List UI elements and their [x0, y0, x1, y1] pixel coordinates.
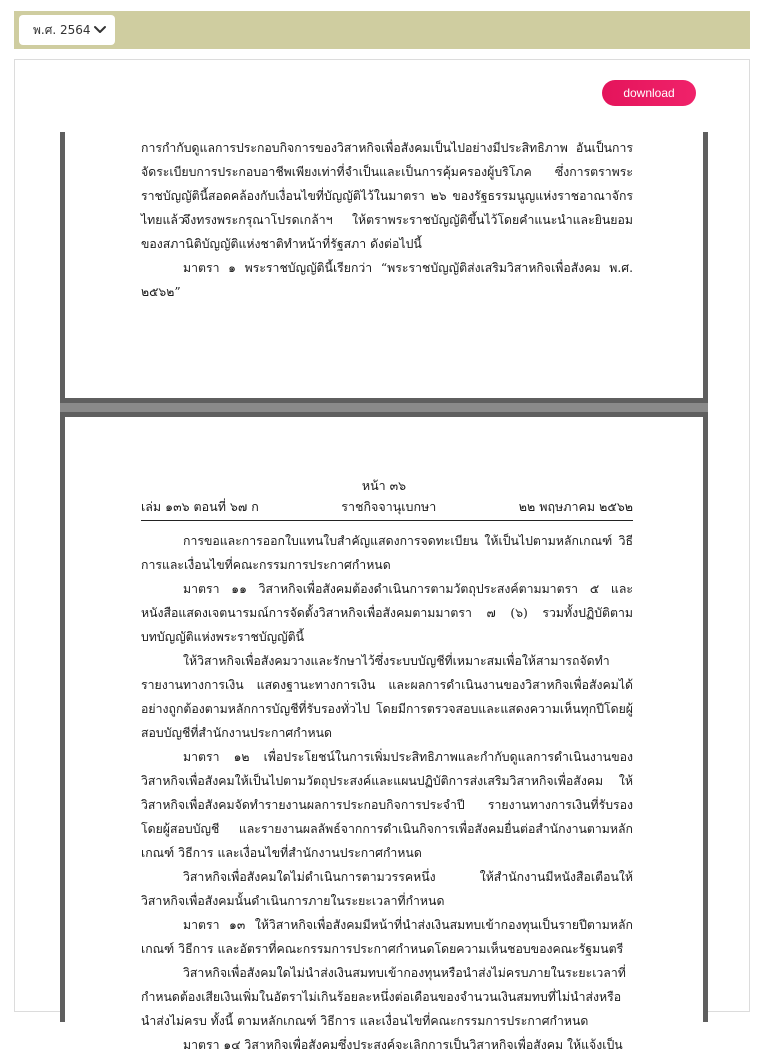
- paragraph: วิสาหกิจเพื่อสังคมใดไม่นำส่งเงินสมทบเข้ากองทุนหรือนำส่งไม่ครบภายในระยะเวลาที่กำหนดต้องเสียเงินเพิ่มในอัตราไม่เกินร้อยละหนึ่งต่อเดือนของจำนวนเงินสมทบที่ไม่นำส่งหรือนำส่งไม่ครบ ทั้งนี้ ตามหลักเกณฑ์ วิธีการ และเงื่อนไขที่คณะกรรมการประกาศกำหนด: [141, 966, 626, 1028]
- paragraph: การขอและการออกใบแทนใบสำคัญแสดงการจดทะเบียน ให้เป็นไปตามหลักเกณฑ์ วิธีการและเงื่อนไขที่คณะกรรมการประกาศกำหนด: [141, 534, 633, 572]
- download-button[interactable]: download: [602, 80, 696, 106]
- pdf-viewer[interactable]: [60, 132, 708, 1052]
- chevron-down-icon: [93, 23, 107, 37]
- paragraph: จึงทรงพระกรุณาโปรดเกล้าฯ ให้ตราพระราชบัญญัติขึ้นไว้โดยคำแนะนำและยินยอมของสภานิติบัญญัติแห่งชาติทำหน้าที่รัฐสภา ดังต่อไปนี้: [141, 213, 633, 251]
- document-page-1: [65, 132, 703, 398]
- gazette-header: [141, 497, 633, 521]
- paragraph: วิสาหกิจเพื่อสังคมใดไม่ดำเนินการตามวรรคหนึ่ง ให้สำนักงานมีหนังสือเตือนให้วิสาหกิจเพื่อสังคมนั้นดำเนินการภายในระยะเวลาที่กำหนด: [141, 870, 633, 908]
- year-select-label: พ.ศ. 2564: [33, 22, 91, 37]
- paragraph: มาตรา ๑๔ วิสาหกิจเพื่อสังคมซึ่งประสงค์จะเลิกการเป็นวิสาหกิจเพื่อสังคม ให้แจ้งเป็น: [183, 1038, 623, 1052]
- paragraph: มาตรา ๑๓ ให้วิสาหกิจเพื่อสังคมมีหน้าที่นำส่งเงินสมทบเข้ากองทุนเป็นรายปีตามหลักเกณฑ์ วิธีการ และอัตราที่คณะกรรมการประกาศกำหนดโดยความเห็นชอบของคณะรัฐมนตรี: [141, 918, 633, 956]
- gazette-title: ราชกิจจานุเบกษา: [341, 499, 437, 514]
- paragraph: มาตรา ๑ พระราชบัญญัตินี้เรียกว่า “พระราชบัญญัติส่งเสริมวิสาหกิจเพื่อสังคม พ.ศ. ๒๕๖๒”: [141, 261, 633, 299]
- document-panel: [14, 59, 750, 1052]
- paragraph: มาตรา ๑๑ วิสาหกิจเพื่อสังคมต้องดำเนินการตามวัตถุประสงค์ตามมาตรา ๕ และหนังสือแสดงเจตนารมณ์การจัดตั้งวิสาหกิจเพื่อสังคมตามมาตรา ๗ (๖) รวมทั้งปฏิบัติตามบทบัญญัติแห่งพระราชบัญญัตินี้: [141, 582, 633, 644]
- filter-bar: [14, 11, 750, 49]
- year-select[interactable]: [19, 15, 115, 45]
- document-page-2: [65, 417, 703, 1057]
- gazette-date: ๒๒ พฤษภาคม ๒๕๖๒: [518, 499, 633, 514]
- page-separator: [60, 398, 708, 417]
- viewer-border-right: [703, 132, 708, 1022]
- paragraph: มาตรา ๑๒ เพื่อประโยชน์ในการเพิ่มประสิทธิภาพและกำกับดูแลการดำเนินงานของวิสาหกิจเพื่อสังคมให้เป็นไปตามวัตถุประสงค์และแผนปฏิบัติการส่งเสริมวิสาหกิจเพื่อสังคม ให้วิสาหกิจเพื่อสังคมจัดทำรายงานผลการประกอบกิจการประจำปี รายงานทางการเงินที่รับรองโดยผู้สอบบัญชี และรายงานผลลัพธ์จากการดำเนินกิจการเพื่อสังคมยื่นต่อสำนักงานตามหลักเกณฑ์ วิธีการ และเงื่อนไขที่สำนักงานประกาศกำหนด: [141, 750, 633, 860]
- paragraph: การกำกับดูแลการประกอบกิจการของวิสาหกิจเพื่อสังคมเป็นไปอย่างมีประสิทธิภาพ อันเป็นการจัดระเบียบการประกอบอาชีพเพียงเท่าที่จำเป็นและเป็นการคุ้มครองผู้บริโภค ซึ่งการตราพระราชบัญญัตินี้สอดคล้องกับเงื่อนไขที่บัญญัติไว้ในมาตรา ๒๖ ของรัฐธรรมนูญแห่งราชอาณาจักรไทยแล้ว: [141, 141, 633, 227]
- paragraph: ให้วิสาหกิจเพื่อสังคมวางและรักษาไว้ซึ่งระบบบัญชีที่เหมาะสมเพื่อให้สามารถจัดทำรายงานทางการเงิน แสดงฐานะทางการเงิน และผลการดำเนินงานของวิสาหกิจเพื่อสังคมได้อย่างถูกต้องตามหลักการบัญชีที่รับรองทั่วไป โดยมีการตรวจสอบและแสดงความเห็นทุกปีโดยผู้สอบบัญชีที่สำนักงานประกาศกำหนด: [141, 654, 633, 740]
- page-number: หน้า ๓๖: [361, 478, 407, 493]
- gazette-volume: เล่ม ๑๓๖ ตอนที่ ๖๗ ก: [141, 499, 259, 514]
